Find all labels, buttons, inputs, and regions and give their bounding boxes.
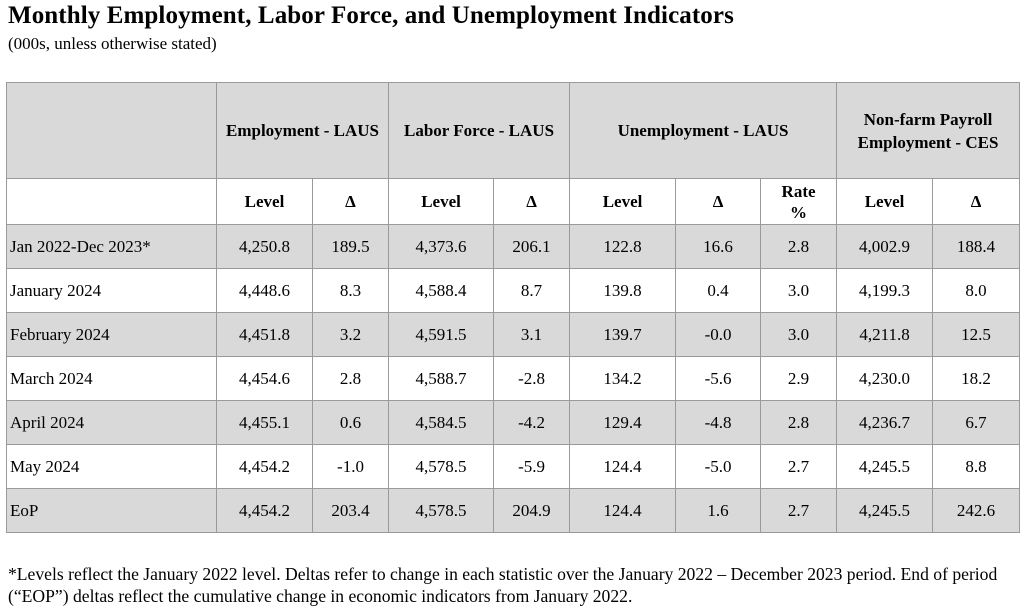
sub-header-delta: Δ: [313, 179, 389, 225]
table-row: [7, 225, 1020, 269]
row-label: February 2024: [7, 313, 217, 357]
row-label: May 2024: [7, 445, 217, 489]
table-cell: 8.8: [933, 445, 1020, 489]
footnote: *Levels reflect the January 2022 level. Deltas refer to change in each statistic over the January 2022 – December 2023 period. End of period (“EOP”) deltas reflect the cumulative change in economic indicators from January 2022.: [8, 564, 998, 606]
table-cell: 4,211.8: [837, 313, 933, 357]
table-cell: 16.6: [676, 225, 761, 269]
table-cell: 3.1: [494, 313, 570, 357]
table-cell: 3.0: [761, 313, 837, 357]
sub-header-level: Level: [837, 179, 933, 225]
table-cell: 4,591.5: [389, 313, 494, 357]
table-cell: 0.4: [676, 269, 761, 313]
table-cell: 18.2: [933, 357, 1020, 401]
group-header-labor-force: Labor Force - LAUS: [389, 83, 570, 179]
table-cell: 2.8: [313, 357, 389, 401]
table-cell: 134.2: [570, 357, 676, 401]
table-body: [7, 225, 1020, 533]
table-cell: 189.5: [313, 225, 389, 269]
group-header-employment: Employment - LAUS: [217, 83, 389, 179]
table-cell: 204.9: [494, 489, 570, 533]
table-cell: 4,455.1: [217, 401, 313, 445]
indicators-table: [6, 82, 1020, 533]
row-label: January 2024: [7, 269, 217, 313]
table-cell: 4,454.2: [217, 489, 313, 533]
table-cell: 2.7: [761, 445, 837, 489]
table-cell: -4.2: [494, 401, 570, 445]
sub-header-blank: [7, 179, 217, 225]
table-cell: 4,245.5: [837, 489, 933, 533]
table-cell: 124.4: [570, 489, 676, 533]
table-cell: 4,451.8: [217, 313, 313, 357]
row-label: Jan 2022-Dec 2023*: [7, 225, 217, 269]
table-cell: 8.0: [933, 269, 1020, 313]
row-label: April 2024: [7, 401, 217, 445]
table-cell: 139.8: [570, 269, 676, 313]
table-cell: 2.8: [761, 401, 837, 445]
table-cell: 124.4: [570, 445, 676, 489]
table-cell: 8.7: [494, 269, 570, 313]
table-cell: 3.0: [761, 269, 837, 313]
table-cell: 4,002.9: [837, 225, 933, 269]
table-row: [7, 489, 1020, 533]
corner-header-cell: [7, 83, 217, 179]
table-cell: 129.4: [570, 401, 676, 445]
group-header-row: [7, 83, 1020, 179]
table-row: [7, 313, 1020, 357]
table-cell: 4,454.2: [217, 445, 313, 489]
table-cell: -5.9: [494, 445, 570, 489]
table-cell: 203.4: [313, 489, 389, 533]
table-cell: 4,236.7: [837, 401, 933, 445]
table-row: [7, 357, 1020, 401]
table-cell: 2.7: [761, 489, 837, 533]
table-row: [7, 445, 1020, 489]
table-cell: 4,245.5: [837, 445, 933, 489]
table-cell: 2.8: [761, 225, 837, 269]
sub-header-rate: Rate %: [761, 179, 837, 225]
sub-header-level: Level: [389, 179, 494, 225]
table-cell: 2.9: [761, 357, 837, 401]
table-cell: -0.0: [676, 313, 761, 357]
table-cell: 3.2: [313, 313, 389, 357]
table-cell: 4,588.4: [389, 269, 494, 313]
table-cell: 188.4: [933, 225, 1020, 269]
table-cell: 4,230.0: [837, 357, 933, 401]
table-cell: 122.8: [570, 225, 676, 269]
table-cell: 6.7: [933, 401, 1020, 445]
table-cell: 4,250.8: [217, 225, 313, 269]
row-label: March 2024: [7, 357, 217, 401]
table-cell: -1.0: [313, 445, 389, 489]
table-cell: 4,454.6: [217, 357, 313, 401]
table-cell: 206.1: [494, 225, 570, 269]
group-header-nonfarm: Non-farm Payroll Employment - CES: [837, 83, 1020, 179]
page-title: Monthly Employment, Labor Force, and Unemployment Indicators: [8, 2, 734, 29]
page-subtitle: (000s, unless otherwise stated): [8, 34, 217, 53]
sub-header-delta: Δ: [494, 179, 570, 225]
table-cell: 4,199.3: [837, 269, 933, 313]
table-cell: 4,588.7: [389, 357, 494, 401]
sub-header-delta: Δ: [933, 179, 1020, 225]
table-cell: -5.6: [676, 357, 761, 401]
sub-header-level: Level: [570, 179, 676, 225]
table-cell: 4,578.5: [389, 489, 494, 533]
table-cell: 4,578.5: [389, 445, 494, 489]
table-cell: 242.6: [933, 489, 1020, 533]
sub-header-row: [7, 179, 1020, 225]
table-cell: 4,584.5: [389, 401, 494, 445]
table-cell: 4,448.6: [217, 269, 313, 313]
table-cell: -2.8: [494, 357, 570, 401]
sub-header-delta: Δ: [676, 179, 761, 225]
table-cell: -5.0: [676, 445, 761, 489]
table-cell: -4.8: [676, 401, 761, 445]
table-row: [7, 401, 1020, 445]
table-cell: 139.7: [570, 313, 676, 357]
table-cell: 1.6: [676, 489, 761, 533]
table-cell: 4,373.6: [389, 225, 494, 269]
row-label: EoP: [7, 489, 217, 533]
group-header-unemployment: Unemployment - LAUS: [570, 83, 837, 179]
table-cell: 8.3: [313, 269, 389, 313]
table-cell: 12.5: [933, 313, 1020, 357]
sub-header-level: Level: [217, 179, 313, 225]
table-row: [7, 269, 1020, 313]
table-cell: 0.6: [313, 401, 389, 445]
